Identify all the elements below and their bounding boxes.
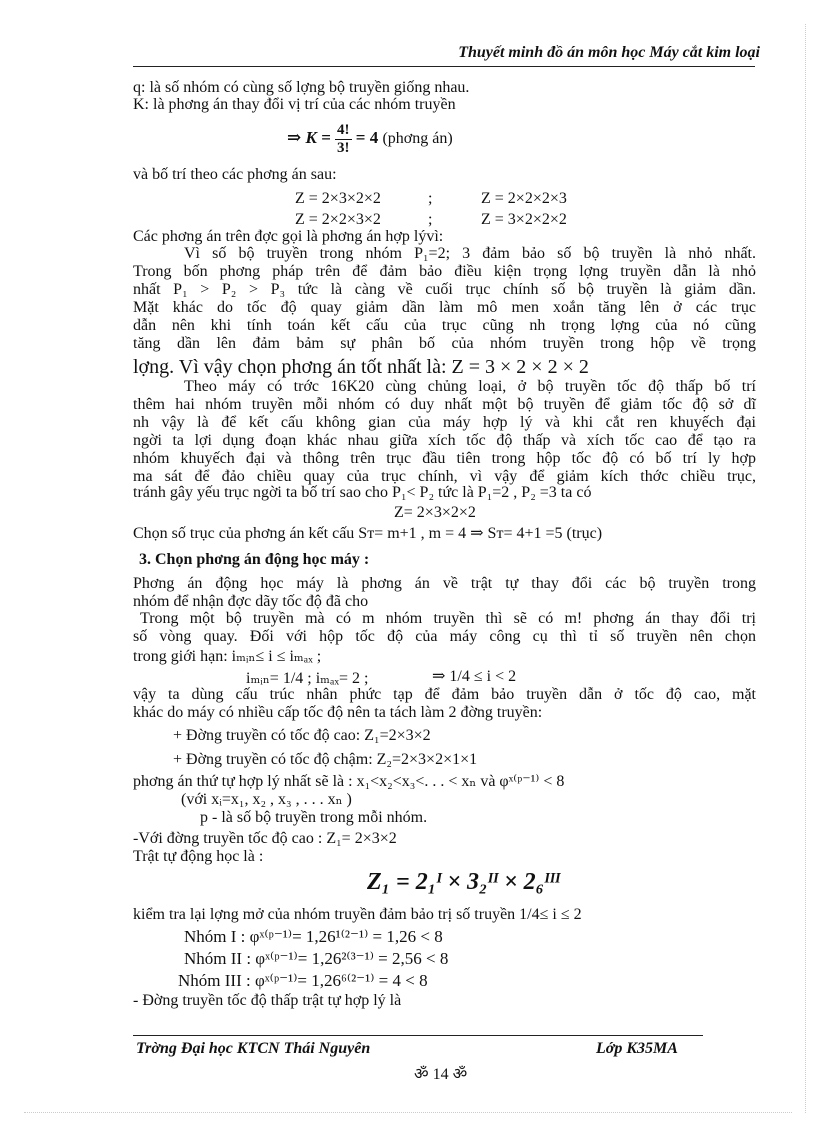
- text-line: Các phơng án trên đợc gọi là phơng án hợp lývì:: [133, 228, 444, 245]
- formula-k-pre: ⇒ K =: [287, 128, 331, 147]
- formula-z: Z= 2×3×2×2: [394, 504, 476, 521]
- text-line: vậy ta dùng cấu trúc nhân phức tạp để đảm bảo truyền dẫn ở tốc độ cao, mặt: [133, 686, 756, 703]
- formula-option-2: Z = 2×2×2×3: [481, 190, 567, 207]
- formula-i-range: iₘᵢₙ= 1/4 ; iₘₐₓ= 2 ;: [246, 670, 369, 687]
- text-line: tăng dần lên đảm bảm sự phân bố của nhóm truyền trong hộp về trọng: [133, 335, 756, 352]
- formula-group-2: Nhóm II : φˣ⁽ᵖ⁻¹⁾= 1,26²⁽³⁻¹⁾ = 2,56 < 8: [184, 949, 449, 968]
- text-line: tránh gây yếu trục ngời ta bố trí sao cho P₁< P₂ tức là P₁=2 , P₂ =3 ta có: [133, 484, 592, 501]
- text-line: Mặt khác do tốc độ quay giảm dần làm mô men xoắn tăng lên ở các trục: [133, 299, 756, 316]
- formula-option-1: Z = 2×3×2×2: [295, 190, 381, 207]
- text-line: ngời ta lợi dụng đoạn khác nhau giữa xích tốc độ thấp và xích tốc cao để tạo ra: [133, 432, 756, 449]
- page-border-bottom: [24, 1112, 792, 1113]
- text-line: Trong bốn phơng pháp trên để đảm bảo điều kiện trọng lợng truyền dẫn là nhỏ: [133, 263, 756, 280]
- page-header-title: Thuyết minh đồ án môn học Máy cắt kim loại: [458, 44, 760, 61]
- formula-z1-order: Z₁ = 2₁ᴵ × 3₂ᴵᴵ × 2₆ᴵᴵᴵ: [367, 869, 560, 895]
- list-item: + Đờng truyền có tốc độ cao: Z₁=2×3×2: [173, 727, 431, 744]
- text-line: khác do máy có nhiều cấp tốc độ nên ta tách làm 2 đờng truyền:: [133, 704, 543, 721]
- text-line: Theo máy có trớc 16K20 cùng chủng loại, ở bộ truyền tốc độ thấp bố trí: [184, 378, 756, 395]
- header-rule: [133, 66, 755, 67]
- text-line: K: là phơng án thay đổi vị trí của các nhóm truyền: [133, 96, 456, 113]
- text-line: kiểm tra lại lợng mở của nhóm truyền đảm bảo trị số truyền 1/4≤ i ≤ 2: [133, 906, 582, 923]
- text-line: trong giới hạn: iₘᵢₙ≤ i ≤ iₘₐₓ ;: [133, 648, 322, 665]
- text-line: nh vậy là để kết cấu không gian của máy hợp lý và khi cắt ren khuyếch đại: [133, 414, 756, 431]
- text-line: Trong một bộ truyền mà có m nhóm truyền thì sẽ có m! phơng án thay đổi trị: [140, 610, 756, 627]
- formula-k-unit: (phơng án): [382, 130, 453, 147]
- text-line: Trật tự động học là :: [133, 848, 264, 865]
- page-number: ॐ 14 ॐ: [414, 1066, 468, 1083]
- fraction-denominator: 3!: [337, 139, 350, 156]
- formula-k: [287, 120, 453, 157]
- text-line: ma sát để đảo chiều quay của trục chính, vì vậy để giảm kích thớc chiều trục,: [133, 468, 756, 485]
- formula-option-3: Z = 2×2×3×2: [295, 211, 381, 228]
- section-heading: 3. Chọn phơng án động học máy :: [139, 551, 370, 568]
- text-line: số vòng quay. Đối với hộp tốc độ của máy công cụ thì tỉ số truyền nên chọn: [133, 628, 756, 645]
- text-line: Phơng án động học máy là phơng án về trật tự thay đổi các bộ truyền trong: [133, 575, 756, 592]
- list-item: + Đờng truyền có tốc độ chậm: Z₂=2×3×2×1×1: [173, 751, 478, 768]
- formula-option-4: Z = 3×2×2×2: [481, 211, 567, 228]
- formula-separator: ;: [428, 211, 433, 228]
- text-line: -Với đờng truyền tốc độ cao : Z₁= 2×3×2: [133, 830, 397, 847]
- formula-group-1: Nhóm I : φˣ⁽ᵖ⁻¹⁾= 1,26¹⁽²⁻¹⁾ = 1,26 < 8: [184, 927, 443, 946]
- text-line: p - là số bộ truyền trong mỗi nhóm.: [200, 809, 428, 826]
- fraction-numerator: 4!: [337, 121, 350, 138]
- text-line-conclusion: lợng. Vì vậy chọn phơng án tốt nhất là: Z = 3 × 2 × 2 × 2: [133, 356, 589, 378]
- footer-rule: [133, 1035, 703, 1036]
- footer-school: Trờng Đại học KTCN Thái Nguyên: [136, 1040, 371, 1057]
- formula-k-post: = 4: [355, 128, 379, 147]
- formula-i-result: ⇒ 1/4 ≤ i < 2: [432, 668, 517, 685]
- text-line: q: là số nhóm có cùng số lợng bộ truyền giống nhau.: [133, 79, 470, 96]
- text-line: - Đờng truyền tốc độ thấp trật tự hợp lý là: [133, 992, 402, 1009]
- page-border-right: [805, 24, 806, 1113]
- text-line: thêm hai nhóm truyền mỗi nhóm có duy nhất một bộ truyền để giảm tốc độ sở dĩ: [133, 396, 756, 413]
- text-line: nhất P₁ > P₂ > P₃ tức là càng về cuối trục chính số bộ truyền là giảm dần.: [133, 281, 756, 298]
- formula-group-3: Nhóm III : φˣ⁽ᵖ⁻¹⁾= 1,26⁶⁽²⁻¹⁾ = 4 < 8: [178, 971, 428, 990]
- text-line: Vì số bộ truyền trong nhóm P₁=2; 3 đảm bảo số bộ truyền là nhỏ nhất.: [184, 245, 756, 262]
- text-line: nhóm khuyếch đại và thông trên trục đầu tiên trong hộp tốc độ có bố trí ly hợp: [133, 450, 756, 467]
- text-line: và bố trí theo các phơng án sau:: [133, 166, 337, 183]
- text-line: Chọn số trục của phơng án kết cấu Sᴛ= m+1 , m = 4 ⇒ Sᴛ= 4+1 =5 (trục): [133, 525, 603, 542]
- text-line: dẫn nên khi tính toán kết cấu của trục cũng nh trọng lợng của nó cũng: [133, 317, 756, 334]
- text-line: phơng án thứ tự hợp lý nhất sẽ là : x₁<x₂<x₃<. . . < xₙ và φˣ⁽ᵖ⁻¹⁾ < 8: [133, 773, 565, 790]
- text-line: nhóm để nhận đợc dãy tốc độ đã cho: [133, 593, 369, 610]
- footer-class: Lớp K35MA: [596, 1040, 678, 1057]
- formula-separator: ;: [428, 190, 433, 207]
- text-line: (với xᵢ=x₁, x₂ , x₃ , . . . xₙ ): [181, 791, 352, 808]
- formula-k-fraction: [335, 122, 352, 157]
